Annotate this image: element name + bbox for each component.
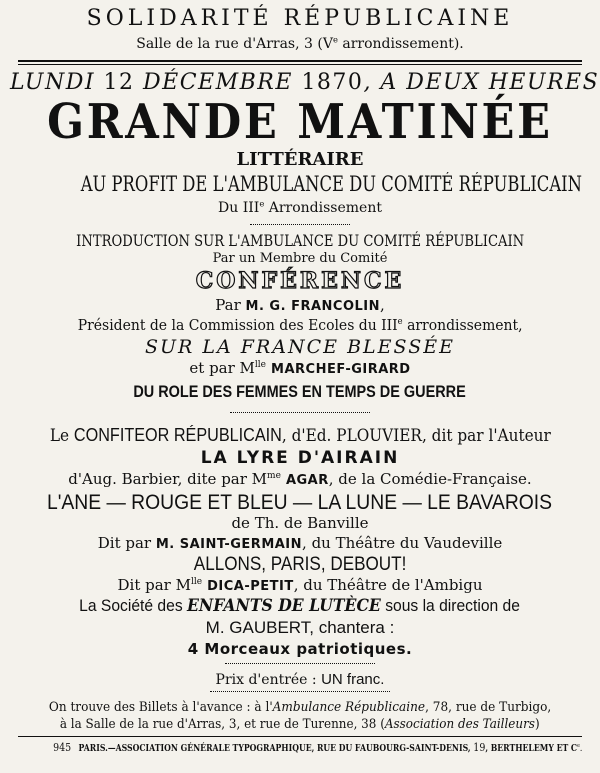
price-sep: :: [307, 672, 322, 688]
program-line-10: [10, 619, 590, 636]
morceaux-line: 4 Morceaux patriotiques.: [187, 640, 413, 658]
conference-heading: CONFÉRENCE: [195, 268, 405, 294]
role-text: Président de la Commission des Ecoles du III: [77, 316, 398, 334]
p3-post: , de la Comédie-Française.: [328, 470, 532, 488]
t1-pre: On trouve des Billets à l'avance : à l': [48, 700, 273, 715]
venue-sup: e: [332, 34, 338, 45]
p1-pre: Le: [49, 426, 74, 446]
topic-wrap: [10, 338, 590, 357]
benefit-line: AU PROFIT DE L'AMBULANCE DU COMITÉ RÉPUBLICAIN: [80, 172, 582, 196]
p1-title: CONFITEOR RÉPUBLICAIN: [73, 425, 282, 445]
role-post: arrondissement,: [402, 316, 523, 334]
imprint-end: .: [579, 744, 583, 754]
banville-author: de Th. de Banville: [231, 514, 369, 532]
tickets-line-2: [10, 718, 590, 731]
p6-pre: Dit par: [97, 534, 156, 552]
arr-pre: Du III: [218, 200, 260, 216]
date-day-name: LUNDI: [10, 70, 104, 95]
role-sup: e: [397, 317, 403, 327]
conference-by: [10, 298, 590, 313]
conference-speaker: M. G. FRANCOLIN: [245, 299, 380, 314]
date-month: DÉCEMBRE: [134, 70, 302, 95]
imprint-number: 945: [53, 741, 72, 754]
conference-role: [10, 318, 590, 333]
imprint: [10, 742, 590, 754]
conference-heading-wrap: [10, 270, 590, 292]
program-line-6: [10, 536, 590, 551]
lyre-title: LA LYRE D'AIRAIN: [200, 448, 400, 468]
venue-end: arrondissement).: [337, 36, 464, 52]
arrondissement-line: [10, 198, 590, 216]
ornament-divider-2: [230, 412, 370, 413]
conference-topic-2: DU ROLE DES FEMMES EN TEMPS DE GUERRE: [133, 382, 467, 401]
price-line: [10, 672, 590, 687]
t1-post: , 78, rue de Turbigo,: [424, 700, 552, 715]
topic2-wrap: [10, 383, 590, 400]
p8-name: DICA-PETIT: [202, 579, 294, 594]
program-line-4: [10, 492, 590, 513]
imprint-text-post: , BERTHELEMY ET C: [485, 744, 578, 754]
bottom-rule: [18, 736, 582, 737]
program-line-5: [10, 516, 590, 531]
arr-sup: e: [259, 198, 265, 209]
title-main: GRANDE MATINÉE: [47, 94, 553, 150]
top-rule: [18, 60, 582, 62]
title-sub: LITTÉRAIRE: [236, 149, 364, 170]
and-sup: lle: [254, 360, 266, 370]
program-line-9: [10, 597, 590, 615]
program-line-3: [10, 472, 590, 487]
gaubert-line: M. GAUBERT, chantera :: [205, 618, 395, 637]
imprint-sup: e: [577, 743, 580, 749]
p9-name: ENFANTS DE LUTÈCE: [187, 596, 382, 616]
title-sub-wrap: [10, 151, 590, 169]
date-line: [10, 70, 600, 95]
p1-post: , dit par l'Auteur: [421, 426, 551, 446]
header-org: [10, 8, 590, 30]
intro-line: INTRODUCTION SUR L'AMBULANCE DU COMITÉ RÉPUBLICAIN: [76, 231, 524, 250]
benefit-wrap: [10, 174, 590, 195]
imprint-street-no: 19: [473, 741, 486, 754]
arr-post: Arrondissement: [264, 200, 382, 216]
title-main-wrap: [10, 94, 590, 150]
ornament-divider: [250, 224, 350, 225]
conference-by-pre: Par: [215, 296, 246, 314]
intro-wrap: [10, 233, 590, 249]
p3-pre: d'Aug. Barbier, dite par M: [68, 470, 268, 488]
tickets-line-1: [10, 701, 590, 714]
and-pre: et par M: [189, 359, 255, 377]
t2-place: Association des Tailleurs: [385, 717, 536, 732]
date-time: , A DEUX HEURES: [363, 70, 600, 95]
ornament-divider-4: [210, 691, 390, 692]
price-label: Prix d'entrée: [215, 672, 308, 688]
org-name: SOLIDARITÉ RÉPUBLICAINE: [86, 6, 514, 31]
program-line-8: [10, 578, 590, 593]
header-venue: [10, 34, 590, 52]
p8-sup: lle: [190, 577, 203, 587]
venue-text: Salle de la rue d'Arras, 3 (V: [136, 36, 333, 52]
p1-mid: , d'Ed.: [281, 426, 336, 446]
price-value: UN franc.: [321, 671, 385, 688]
banville-titles: L'ANE — ROUGE ET BLEU — LA LUNE — LE BAVAROIS: [47, 491, 553, 514]
p3-name: AGAR: [280, 473, 329, 488]
t2-pre: à la Salle de la rue d'Arras, 3, et rue de Turenne, 38 (: [60, 717, 386, 732]
p9-post: sous la direction de: [381, 596, 521, 615]
program-line-1: [10, 426, 590, 445]
intro-by: Par un Membre du Comité: [212, 251, 388, 266]
p8-post: , du Théâtre de l'Ambigu: [293, 576, 483, 594]
p1-author: PLOUVIER: [335, 426, 422, 446]
p8-pre: Dit par M: [117, 576, 191, 594]
date-year: 1870: [301, 70, 364, 95]
t2-post: ): [535, 717, 540, 732]
top-rule-thin: [18, 64, 582, 65]
date-day: 12: [103, 70, 135, 95]
intro-by-wrap: [10, 252, 590, 265]
p6-post: , du Théâtre du Vaudeville: [302, 534, 503, 552]
imprint-text: PARIS.—ASSOCIATION GÉNÉRALE TYPOGRAPHIQUE, RUE DU FAUBOURG-SAINT-DENIS,: [78, 744, 474, 754]
second-speaker: MARCHEF-GIRARD: [266, 362, 411, 377]
program-line-2: [10, 450, 590, 467]
t1-place: Ambulance Républicaine: [272, 700, 425, 715]
program-line-11: [10, 642, 590, 657]
ornament-divider-3: [225, 663, 375, 664]
p9-pre: La Société des: [79, 596, 188, 615]
allons-title: ALLONS, PARIS, DEBOUT!: [193, 554, 407, 575]
conference-topic: SUR LA FRANCE BLESSÉE: [145, 336, 455, 358]
conference-by-post: ,: [380, 296, 385, 314]
program-line-7: [10, 555, 590, 574]
p3-sup: me: [267, 471, 281, 481]
p6-name: M. SAINT-GERMAIN: [155, 537, 303, 552]
conference-and: [10, 361, 590, 376]
